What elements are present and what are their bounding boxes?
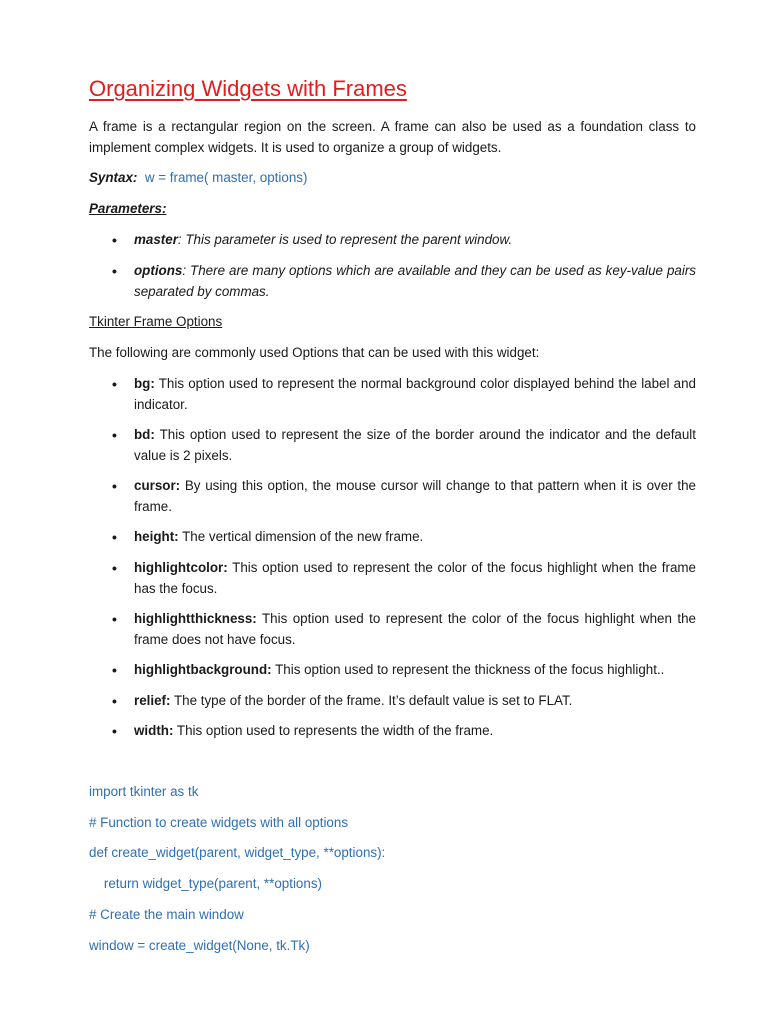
option-term: cursor: [134,478,181,493]
option-desc: This option used to represent the color of the focus highlight when the frame has the focus. [134,560,696,596]
option-desc: This option used to represents the width of the frame. [173,723,494,738]
list-item [89,527,696,548]
param-term: master [134,232,178,247]
option-term: height: [134,529,179,544]
page-title: Organizing Widgets with Frames [89,76,407,101]
param-term: options [134,263,183,278]
list-item [89,691,696,712]
option-term: width: [134,723,174,738]
syntax-line [89,168,696,189]
option-desc: The type of the border of the frame. It’s default value is set to FLAT. [170,693,573,708]
parameters-heading: Parameters: [89,201,167,216]
code-line: # Function to create widgets with all options [89,815,349,830]
option-desc: This option used to represent the thickness of the focus highlight.. [271,662,665,677]
option-term: highlightthickness: [134,611,257,626]
option-desc: By using this option, the mouse cursor will change to that pattern when it is over the frame. [134,478,696,514]
options-heading: Tkinter Frame Options [89,314,223,329]
code-line: window = create_widget(None, tk.Tk) [89,938,310,953]
bullet-icon: • [112,560,117,576]
option-desc: This option used to represent the color of the focus highlight when the frame does not have focus. [134,611,696,647]
code-line: import tkinter as tk [89,784,199,799]
bullet-icon: • [112,693,117,709]
option-desc: The vertical dimension of the new frame. [178,529,424,544]
bullet-icon: • [112,529,117,545]
bullet-icon: • [112,263,117,279]
bullet-icon: • [112,662,117,678]
option-term: highlightbackground: [134,662,272,677]
list-item [89,609,696,650]
bullet-icon: • [112,723,117,739]
bullet-icon: • [112,478,117,494]
bullet-icon: • [112,376,117,392]
list-item [89,261,696,302]
option-term: bg: [134,376,155,391]
code-line: def create_widget(parent, widget_type, **options): [89,845,386,860]
bullet-icon: • [112,427,117,443]
list-item [89,374,696,415]
param-desc: : This parameter is used to represent the parent window. [177,232,513,247]
option-term: bd: [134,427,155,442]
bullet-icon: • [112,611,117,627]
bullet-icon: • [112,232,117,248]
param-desc: : There are many options which are available and they can be used as key-value pairs separated by commas. [134,263,696,299]
options-intro: The following are commonly used Options that can be used with this widget: [89,345,540,360]
list-item [89,660,696,681]
list-item [89,230,696,251]
syntax-code: w = frame( master, options) [144,170,308,185]
option-desc: This option used to represent the normal background color displayed behind the label and indicator. [134,376,696,412]
code-line: # Create the main window [89,907,244,922]
code-line: return widget_type(parent, **options) [89,876,322,891]
option-desc: This option used to represent the size of the border around the indicator and the default value is 2 pixels. [134,427,696,463]
list-item [89,476,696,517]
list-item [89,425,696,466]
option-term: relief: [134,693,171,708]
list-item [89,558,696,599]
intro-paragraph: A frame is a rectangular region on the screen. A frame can also be used as a foundation class to implement complex widgets. It is used to organize a group of widgets. [89,119,696,155]
option-term: highlightcolor: [134,560,228,575]
syntax-label: Syntax: [89,170,138,185]
list-item [89,721,696,742]
